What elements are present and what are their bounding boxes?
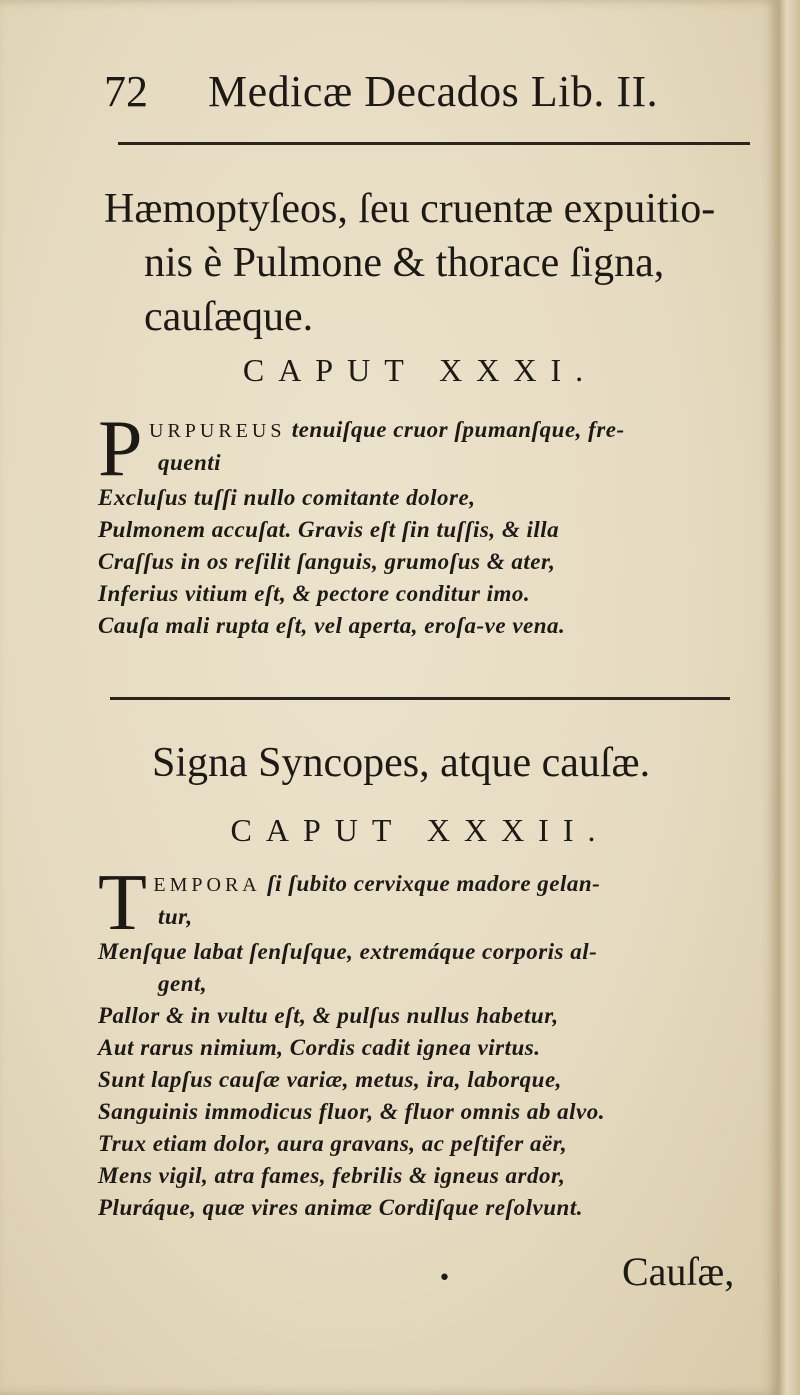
- chapter-heading-32: CAPUT XXXII.: [230, 812, 610, 848]
- chapter-heading-31: CAPUT XXXI.: [242, 352, 598, 388]
- verse-line: Craſſus in os reſilit ſanguis, grumoſus & ater,: [98, 549, 556, 574]
- running-header: [104, 62, 744, 122]
- first-word: URPUREUS: [149, 420, 286, 442]
- drop-cap-t: T: [98, 859, 148, 947]
- verse-line: Excluſus tuſſi nullo comitante dolore,: [98, 485, 476, 510]
- verse-line: Pulmonem accuſat. Gravis eſt ſin tuſſis, & illa: [98, 517, 560, 542]
- verse-block-syncope: [98, 859, 768, 1224]
- drop-cap-p: P: [98, 405, 143, 493]
- verse-line: Pallor & in vultu eſt, & pulſus nullus habetur,: [98, 1003, 559, 1028]
- section-rule: [110, 697, 730, 700]
- header-rule: [118, 142, 750, 145]
- section-title-line-3: cauſæque.: [144, 294, 314, 340]
- verse-line: Mens vigil, atra fames, febrilis & igneus ardor,: [98, 1163, 566, 1188]
- first-word: EMPORA: [153, 874, 261, 896]
- verse-line: ſi ſubito cervixque madore gelan-: [266, 871, 601, 896]
- verse-line: Aut rarus nimium, Cordis cadit ignea virtus.: [98, 1035, 541, 1060]
- section-title-syncope: Signa Syncopes, atque cauſæ.: [152, 740, 651, 786]
- verse-line: gent,: [158, 971, 208, 996]
- verse-line: Pluráque, quæ vires animæ Cordiſque reſolvunt.: [98, 1195, 583, 1220]
- catchword: Cauſæ,: [622, 1249, 735, 1294]
- signature-dot: •: [438, 1266, 451, 1291]
- verse-line: Sunt lapſus cauſæ variæ, metus, ira, laborque,: [98, 1067, 562, 1092]
- verse-line: quenti: [158, 450, 222, 475]
- page-number: 72: [104, 67, 148, 116]
- verse-block-haemoptysis: [98, 405, 768, 642]
- verse-line: Sanguinis immodicus fluor, & fluor omnis ab alvo.: [98, 1099, 605, 1124]
- verse-line: Trux etiam dolor, aura gravans, ac peſtifer aër,: [98, 1131, 568, 1156]
- page-edge: [778, 0, 800, 1395]
- verse-line: Menſque labat ſenſuſque, extremáque corporis al-: [98, 939, 598, 964]
- section-title-line-1: Hæmoptyſeos, ſeu cruentæ expuitio-: [104, 186, 716, 232]
- verse-line: Inferius vitium eſt, & pectore conditur imo.: [98, 581, 531, 606]
- running-title: Medicæ Decados Lib. II.: [208, 67, 659, 116]
- section-title-haemoptysis: [104, 182, 764, 344]
- verse-line: tenuiſque cruor ſpumanſque, fre-: [291, 417, 625, 442]
- verse-line: tur,: [158, 904, 193, 929]
- verse-line: Cauſa mali rupta eſt, vel aperta, eroſa-ve vena.: [98, 613, 566, 638]
- section-title-line-2: nis è Pulmone & thorace ſigna,: [144, 240, 665, 286]
